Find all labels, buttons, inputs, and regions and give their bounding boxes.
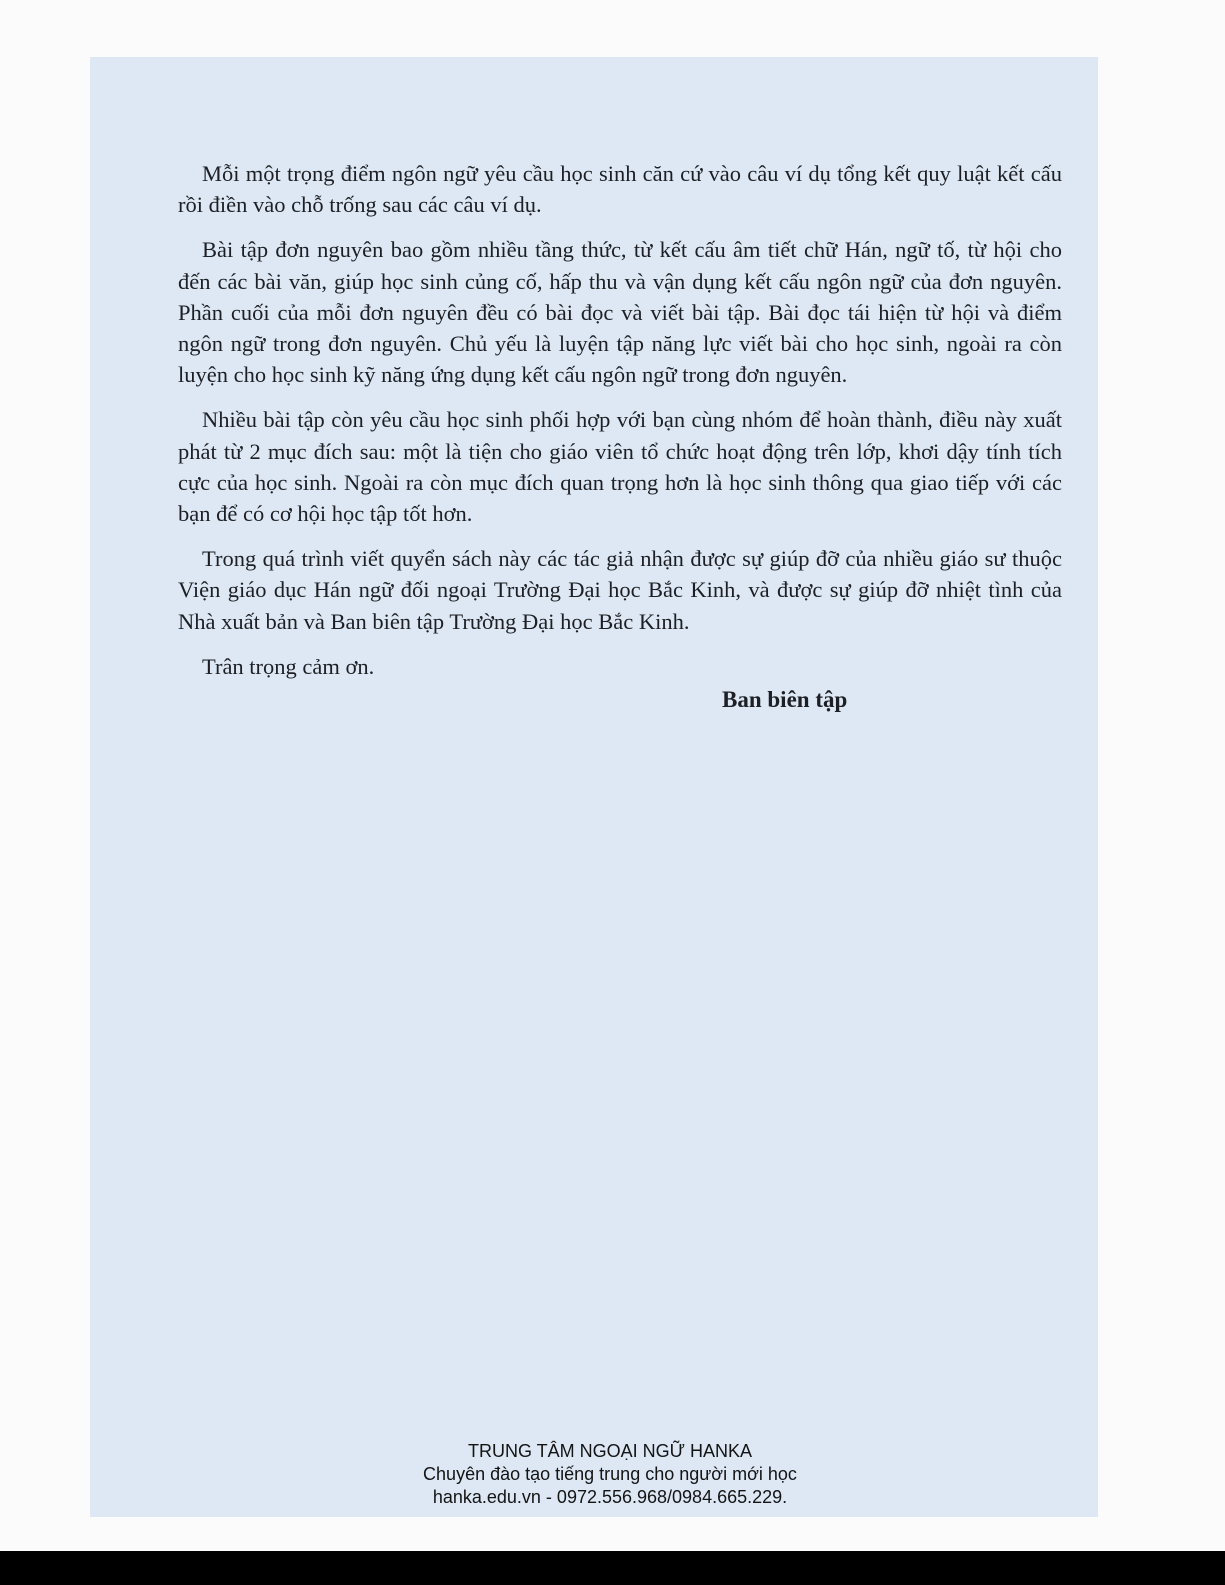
scan-bottom-edge [0,1551,1225,1585]
footer-center-name: TRUNG TÂM NGOẠI NGỮ HANKA [467,1441,753,1461]
paragraph-1: Mỗi một trọng điểm ngôn ngữ yêu cầu học sinh căn cứ vào câu ví dụ tổng kết quy luật kết cấu rồi điền vào chỗ trống sau các câu ví dụ. [178,161,1062,218]
paragraph-3: Nhiều bài tập còn yêu cầu học sinh phối hợp với bạn cùng nhóm để hoàn thành, điều này xuất phát từ 2 mục đích sau: một là tiện cho giáo viên tổ chức hoạt động trên lớp, khơi dậy tính tích cực của học sinh. Ngoài ra còn mục đích quan trọng hơn là học sinh thông qua giao tiếp với các bạn để có cơ hội học tập tốt hơn. [178,407,1062,527]
document-body [178,158,1062,715]
paragraph-4: Trong quá trình viết quyển sách này các tác giả nhận được sự giúp đỡ của nhiều giáo sư thuộc Viện giáo dục Hán ngữ đối ngoại Trường Đại học Bắc Kinh, và được sự giúp đỡ nhiệt tình của Nhà xuất bản và Ban biên tập Trường Đại học Bắc Kinh. [178,546,1062,634]
closing-line: Trân trọng cảm ơn. [202,653,375,679]
footer [300,1440,920,1509]
paragraph-2: Bài tập đơn nguyên bao gồm nhiều tầng thức, từ kết cấu âm tiết chữ Hán, ngữ tố, từ hội cho đến các bài văn, giúp học sinh củng cố, hấp thu và vận dụng kết cấu ngôn ngữ của đơn nguyên. Phần cuối của mỗi đơn nguyên đều có bài đọc và viết bài tập. Bài đọc tái hiện từ hội và điểm ngôn ngữ trong đơn nguyên. Chủ yếu là luyện tập năng lực viết bài cho học sinh, ngoài ra còn luyện cho học sinh kỹ năng ứng dụng kết cấu ngôn ngữ trong đơn nguyên. [178,237,1062,388]
footer-contact: hanka.edu.vn - 0972.556.968/0984.665.229. [432,1487,788,1507]
signature: Ban biên tập [722,687,848,713]
footer-tagline: Chuyên đào tạo tiếng trung cho người mới học [423,1464,797,1484]
